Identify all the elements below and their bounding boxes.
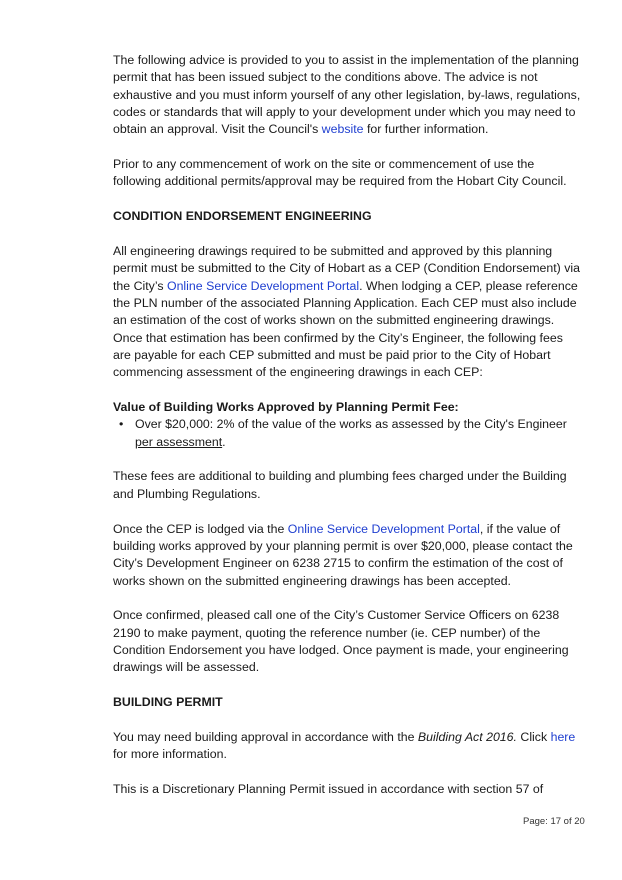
page-number: Page: 17 of 20 (523, 816, 585, 827)
intro-text: The following advice is provided to you to assist in the implementation of the planning permit that has been issued subject to the conditions above. The advice is not exhaustive and you must inform yourself of any other legislation, by-laws, regulations, codes or standards that will apply to your development under which you may need to obtain an approval. Visit the Council's (113, 53, 581, 137)
fee-item-text: Over $20,000: 2% of the value of the works as assessed by the City's Engineer (135, 417, 567, 432)
building-heading: BUILDING PERMIT (113, 695, 223, 710)
building-text: You may need building approval in accordance with the (113, 729, 418, 744)
confirmed-paragraph: Once confirmed, pleased call one of the City’s Customer Service Officers on 6238 2190 to make payment, quoting the reference number (ie. CEP number) of the Condition Endorsement you have lodged. Once payment is made, your engineering drawings will be assessed. (113, 608, 569, 675)
cee-text-end: . When lodging a CEP, please reference the PLN number of the associated Planning Application. Each CEP must also include an estimation of the cost of works shown on the submitted engineering drawings. Once that estimation has been confirmed by the City’s Engineer, the following fees are payable for each CEP submitted and must be paid prior to the City of Hobart commencing assessment of the engineering drawings in each CEP: (113, 278, 578, 380)
fee-list-item (113, 416, 583, 451)
portal-link-2[interactable]: Online Service Development Portal (287, 521, 480, 536)
website-link[interactable]: website (321, 122, 364, 137)
prior-paragraph: Prior to any commencement of work on the site or commencement of use the following additional permits/approval may be required from the Hobart City Council. (113, 157, 567, 189)
cee-text: All engineering drawings required to be submitted and approved by this planning permit must be submitted to the City of Hobart as a CEP (Condition Endorsement) via the City’s (113, 243, 580, 293)
cee-heading: CONDITION ENDORSEMENT ENGINEERING (113, 209, 372, 224)
lodged-text: Once the CEP is lodged via the (113, 521, 288, 536)
additional-paragraph: These fees are additional to building and plumbing fees charged under the Building and Plumbing Regulations. (113, 469, 567, 501)
building-text-mid: Click (516, 729, 551, 744)
fee-heading: Value of Building Works Approved by Planning Permit Fee: (113, 400, 459, 415)
building-paragraph (113, 729, 583, 764)
here-link[interactable]: here (550, 729, 576, 744)
intro-text-end: for further information. (363, 122, 489, 137)
lodged-paragraph (113, 521, 583, 590)
lodged-text-end: , if the value of building works approved by your planning permit is over $20,000, please contact the City’s Development Engineer on 6238 2715 to confirm the estimation of the cost of works shown on the submitted engineering drawings has been accepted. (113, 521, 573, 588)
intro-paragraph (113, 52, 583, 139)
cee-paragraph (113, 243, 583, 382)
building-text-end: for more information. (113, 747, 227, 762)
building-act: Building Act 2016. (417, 729, 517, 744)
fee-item-end: . (222, 434, 226, 449)
portal-link-1[interactable]: Online Service Development Portal (166, 278, 360, 293)
fee-item-underlined: per assessment (135, 434, 223, 449)
bullet-icon: • (119, 417, 124, 432)
discretionary-paragraph: This is a Discretionary Planning Permit issued in accordance with section 57 of (113, 781, 544, 796)
document-body (113, 52, 583, 798)
